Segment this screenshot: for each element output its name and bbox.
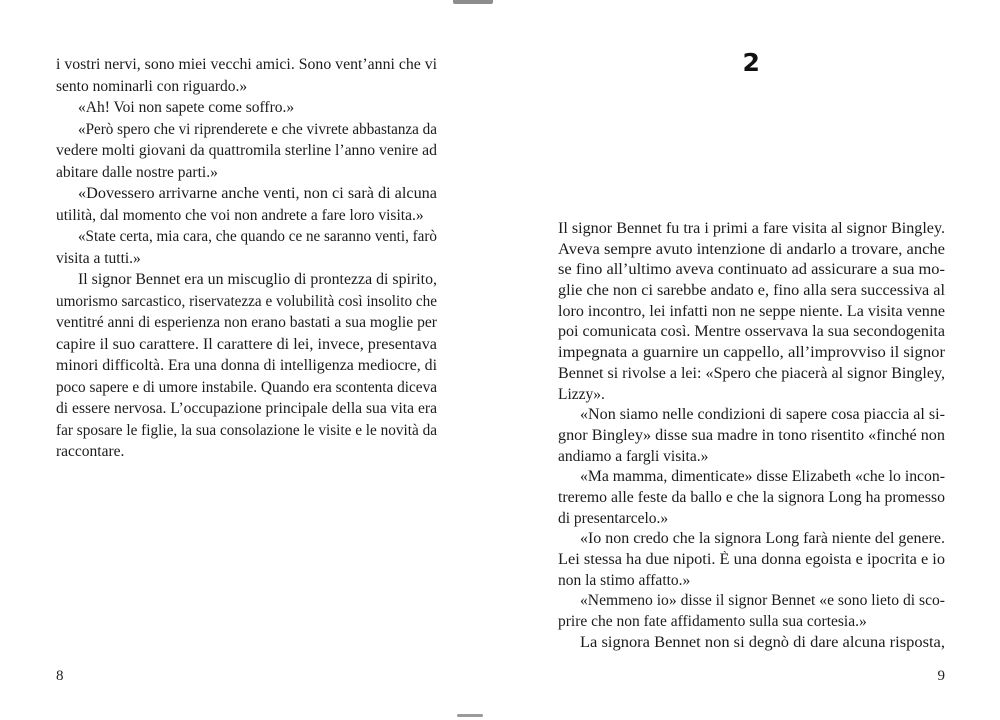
- text-line: minori difficoltà. Era una donna di intelligenza mediocre, di: [56, 357, 437, 374]
- text-line: impegnata a guarnire un cappello, all’improvviso il signor: [558, 344, 945, 362]
- text-line: Il signor Bennet era un miscuglio di prontezza di spirito,: [78, 271, 437, 288]
- text-line: La signora Bennet non si degnò di dare alcuna risposta,: [580, 633, 945, 651]
- text-line: se fino all’ultimo aveva continuato ad assicurare a sua mo-: [558, 261, 945, 279]
- text-line: ventitré anni di esperienza non erano bastati a sua moglie per: [56, 314, 437, 331]
- text-line: i vostri nervi, sono miei vecchi amici. Sono vent’anni che vi: [56, 56, 437, 73]
- right-page-text-column: [558, 219, 945, 653]
- right-page-number: 9: [937, 668, 945, 684]
- text-line: loro incontro, lei infatti non ne seppe niente. La visita venne: [558, 302, 945, 320]
- text-line: Bennet si rivolse a lei: «Spero che piacerà al signor Bingley,: [558, 364, 945, 382]
- text-line: «Non siamo nelle condizioni di sapere cosa piaccia al si-: [580, 406, 945, 424]
- text-line: treremo alle feste da ballo e che la signora Long ha promesso: [558, 488, 945, 506]
- text-line: vedere molti giovani da quattromila sterline l’anno venire ad: [56, 142, 437, 159]
- text-line: gnor Bingley» disse sua madre in tono risentito «finché non: [558, 426, 945, 444]
- chapter-number-heading: 2: [742, 48, 761, 77]
- text-line: «Ah! Voi non sapete come soffro.»: [78, 99, 295, 116]
- text-line: poco sapere e di umore instabile. Quando era scontenta diceva: [56, 378, 437, 396]
- text-line: «State certa, mia cara, che quando ce ne saranno venti, farò: [78, 228, 437, 245]
- left-page-number: 8: [56, 668, 64, 684]
- text-line: Lei stessa ha due nipoti. È una donna egoista e ipocrita e io: [558, 551, 945, 568]
- text-line: far sposare le figlie, la sua consolazione le visite e le novità da: [56, 421, 437, 439]
- page-bottom-edge-indicator: [457, 714, 483, 717]
- text-line: andiamo a fargli visita.»: [558, 447, 709, 465]
- text-line: abitare dalle nostre parti.»: [56, 163, 218, 181]
- text-line: di essere nervosa. L’occupazione principale della sua vita era: [56, 400, 437, 417]
- text-line: raccontare.: [56, 443, 125, 460]
- text-line: «Ma mamma, dimenticate» disse Elizabeth «che lo incon-: [580, 468, 945, 486]
- text-line: capire il suo carattere. Il carattere di lei, invece, presentava: [56, 335, 437, 353]
- text-line: «Però spero che vi riprenderete e che vivrete abbastanza da: [78, 120, 437, 138]
- page-top-edge-indicator: [453, 0, 493, 4]
- text-line: visita a tutti.»: [56, 249, 141, 267]
- text-line: Aveva sempre avuto intenzione di andarlo a trovare, anche: [558, 240, 945, 258]
- text-line: sento nominarli con riguardo.»: [56, 77, 248, 95]
- text-line: umorismo sarcastico, riservatezza e volubilità così insolito che: [56, 292, 437, 310]
- text-line: poi comunicata così. Mentre osservava la sua secondogenita: [558, 323, 945, 341]
- text-line: prire che non fate affidamento sulla sua cortesia.»: [558, 613, 867, 631]
- text-line: utilità, dal momento che voi non andrete a fare loro visita.»: [56, 206, 424, 224]
- text-line: «Io non credo che la signora Long farà niente del genere.: [580, 530, 945, 548]
- text-line: di presentarcelo.»: [558, 509, 669, 527]
- left-page-text-column: [56, 54, 437, 463]
- text-line: «Dovessero arrivarne anche venti, non ci sarà di alcuna: [78, 185, 437, 202]
- text-line: glie che non ci sarebbe andato e, fino alla sera successiva al: [558, 282, 945, 300]
- text-line: Lizzy».: [558, 385, 605, 403]
- text-line: «Nemmeno io» disse il signor Bennet «e sono lieto di sco-: [580, 592, 945, 610]
- text-line: Il signor Bennet fu tra i primi a fare visita al signor Bingley.: [558, 220, 945, 237]
- text-line: non la stimo affatto.»: [558, 571, 691, 589]
